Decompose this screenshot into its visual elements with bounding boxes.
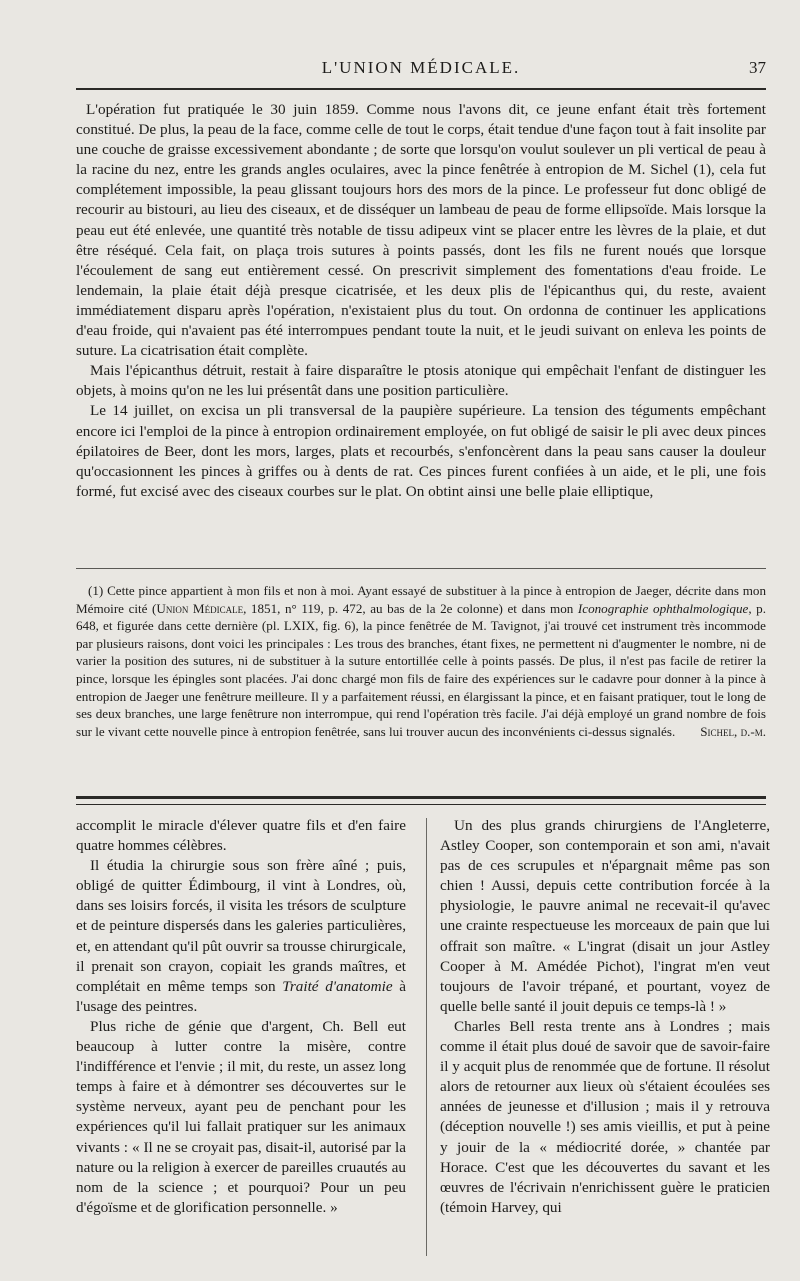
page-number: 37 <box>749 58 766 77</box>
footnote <box>76 582 766 740</box>
footnote-text: , 1851, n° 119, p. 472, au bas de la 2e colonne) et dans mon <box>243 600 578 616</box>
paragraph-text: à l'usage des peintres. <box>76 977 406 1015</box>
paragraph: Mais l'épicanthus détruit, restait à faire disparaître le ptosis atonique qui empêchait l'enfant de distinguer les objets, à moins qu'on ne les lui présentât dans une position particulière. <box>76 362 766 400</box>
paragraph: L'opération fut pratiquée le 30 juin 1859. Comme nous l'avons dit, ce jeune enfant était très fortement constitué. De plus, la peau de la face, comme celle de tout le corps, était tendue d'une façon tout à fait insolite par une couche de graisse excessivement abondante ; de sorte que lorsqu'on voulut soulever un pli vertical de peau à la racine du nez, entre les grands angles oculaires, avec la pince fenêtrée à entropion de M. Sichel (1), cela fut complétement impossible, la peau glissant toujours hors des mors de la pince. Le professeur fut donc obligé de recourir au bistouri, au lieu des ciseaux, et de disséquer un lambeau de peau de forme ellipsoïde. Mais lorsque la peau eut été enlevée, une quantité très notable de tissu adipeux vint se placer entre les lèvres de la plaie, et dut être réséqué. Cela fait, on plaça trois sutures à points passés, dont les fils ne furent noués que lorsque l'écoulement de sang eut entièrement cessé. On prescrivit simplement des fomentations d'eau froide. Le lendemain, la plaie était déjà presque cicatrisée, et les deux plis de l'épicanthus qui, du reste, avaient immédiatement disparu après l'opération, n'existaient plus du tout. On ordonna de continuer les applications d'eau froide, qui n'avaient pas été interrompues pendant toute la nuit, et le jeudi suivant on enleva les points de suture. La cicatrisation était complète. <box>76 101 766 360</box>
paragraph: accomplit le miracle d'élever quatre fils et d'en faire quatre hommes célèbres. <box>76 817 406 855</box>
feuilleton-left-column <box>76 816 406 1218</box>
paragraph-text: Il étudia la chirurgie sous son frère aîné ; puis, obligé de quitter Édimbourg, il vint à Londres, où, dans ses loisirs forcés, il visita les trésors de sculpture et de peinture dispersés dans les galeries particulières, et, en attendant qu'il pût ouvrir sa trousse chirurgicale, il prenait son crayon, copiait les grands maîtres, et complétait en même temps son <box>76 857 406 995</box>
paragraph: Charles Bell resta trente ans à Londres ; mais comme il était plus doué de savoir que de savoir-faire il y acquit plus de renommée que de fortune. Il résolut alors de retourner aux lieux où s'étaient écoulées ses années de jeunesse et d'illusion ; mais il y retrouva (déception nouvelle !) ses amis vieillis, et put à peine y jouir de la « médiocrité dorée, » chantée par Horace. C'est que les découvertes du savant et les œuvres de l'écrivain n'enrichissent guère le praticien (témoin Harvey, qui <box>440 1017 770 1216</box>
footnote-signature: Sichel, d.-m. <box>700 723 766 739</box>
book-reference: Iconographie ophthalmologique <box>577 600 749 616</box>
paragraph: Le 14 juillet, on excisa un pli transversal de la paupière supérieure. La tension des téguments empêchant encore ici l'emploi de la pince à entropion ordinairement employée, on fut obligé de saisir le pli avec deux pinces épilatoires de Beer, dont les mors, larges, plats et recourbés, s'enfoncèrent dans la peau sans causer la douleur qu'occasionnent les pinces à griffes ou à dents de rat. Ces pinces furent confiées à un aide, et le pli, une fois formé, fut excisé avec des ciseaux courbes sur le plat. On obtint ainsi une belle plaie elliptique, <box>76 402 766 500</box>
journal-title: L'UNION MÉDICALE. <box>321 58 521 77</box>
feuilleton-right-column <box>440 816 770 1218</box>
paragraph: Plus riche de génie que d'argent, Ch. Bell eut beaucoup à lutter contre la misère, contre l'indifférence et l'envie ; il mit, du reste, un assez long temps à faire et à démontrer ses découvertes sur le système nerveux, ayant peu de penchant pour les expériences qu'il lui fallait pratiquer sur les animaux vivants : « Il ne se croyait pas, disait-il, autorisé par la nature ou la religion à exercer de pareilles cruautés au nom de la science ; et pourquoi? Pour un peu d'égoïsme et de glorification personnelle. » <box>76 1017 406 1216</box>
paragraph: Un des plus grands chirurgiens de l'Angleterre, Astley Cooper, son contemporain et son ami, n'avait pas de ces scrupules et n'épargnait même pas son chien ! Aussi, depuis cette contribution forcée à la physiologie, le pauvre animal ne recevait-il qu'avec une crainte respectueuse les morceaux de pain que lui offrait son maître. « L'ingrat (disait un jour Astley Cooper à M. Amédée Pichot), l'ingrat m'en veut toujours de l'avoir trépané, et pourtant, voyez de quelle belle santé il jouit depuis ce temps-là ! » <box>440 817 770 1015</box>
footnote-text: , p. 648, et figurée dans cette dernière (pl. LXIX, fig. 6), la pince fenêtrée de M. Tavignot, j'ai trouvé cet instrument très incommode par plusieurs raisons, dont voici les principales : Les trous des branches, étant fixes, ne permettent ni d'augmenter le nombre, ni de varier la position des sutures, ni de substituer à la suture entortillée celle à points passés. De plus, il n'est pas facile de retirer la pince, lorsque les épingles sont placées. J'ai donc chargé mon fils de faire des expériences sur le cadavre pour donner à la pince à entropion de Jaeger une fenêtrure meilleure. Il y a parfaitement réussi, en élargissant la pince, et en faisant pratiquer, tout le long de ses deux branches, une large fenêtrure non interrompue, qui rend l'opération très facile. J'ai déjà employé un grand nombre de fois sur le vivant cette nouvelle pince à entropion fenêtrée, sans lui trouver aucun des inconvénients ci-dessus signalés. <box>76 600 766 739</box>
header-rule <box>76 88 766 90</box>
paragraph <box>76 856 406 1017</box>
footnote-paragraph <box>76 582 766 740</box>
column-separator <box>426 818 427 1256</box>
running-header <box>76 58 766 82</box>
section-divider <box>76 796 766 805</box>
footnote-rule <box>76 568 766 569</box>
journal-reference: Union Médicale <box>156 600 244 616</box>
book-title: Traité d'anatomie <box>282 977 393 995</box>
main-article-text <box>76 100 766 502</box>
footnote-text: (1) Cette pince appartient à mon fils et non à moi. Ayant essayé de substituer à la pince à entropion de Jaeger, décrite dans mon Mémoire cité ( <box>76 583 766 616</box>
